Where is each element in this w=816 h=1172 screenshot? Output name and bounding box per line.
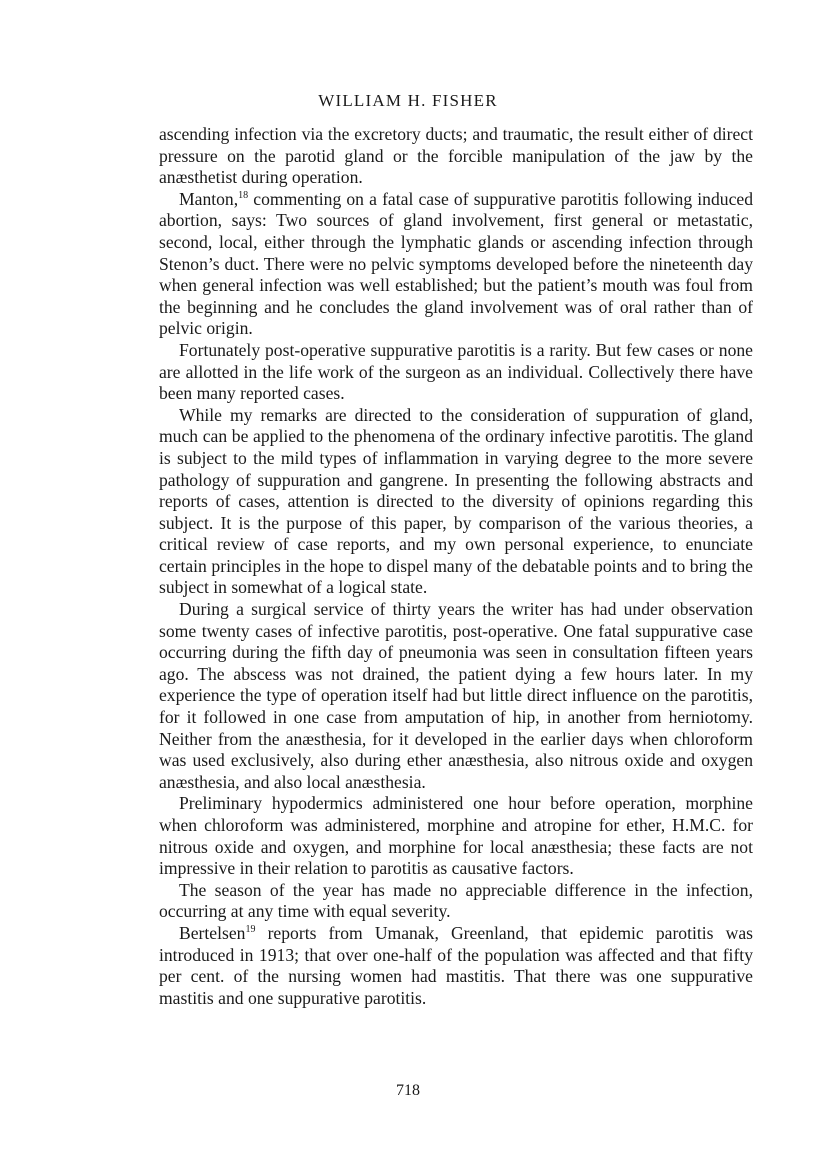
- reference-superscript: 19: [245, 924, 256, 936]
- reference-superscript: 18: [238, 189, 249, 201]
- paragraph-text: reports from Umanak, Greenland, that epidemic parotitis was introduced in 1913; that over one-half of the population was affected and that fifty per cent. of the nursing women had mastitis. That there was one suppurative mastitis and one suppurative parotitis.: [159, 922, 753, 1008]
- author-name: Bertelsen: [179, 922, 246, 943]
- paragraph-manton: [159, 189, 753, 340]
- paragraph-bertelsen: [159, 923, 753, 1009]
- article-body: [159, 124, 753, 1009]
- page-number: 718: [396, 1082, 420, 1099]
- running-head: WILLIAM H. FISHER: [318, 91, 498, 110]
- paragraph-rarity: Fortunately post-operative suppurative parotitis is a rarity. But few cases or none are allotted in the life work of the surgeon as an individual. Collectively there have been many reported cases.: [159, 339, 753, 404]
- paragraph-season: The season of the year has made no appreciable difference in the infection, occurring at any time with equal severity.: [159, 879, 753, 922]
- paragraph-hypodermics: Preliminary hypodermics administered one hour before operation, morphine when chloroform was administered, morphine and atropine for ether, H.M.C. for nitrous oxide and oxygen, and morphine for local anæsthesia; these facts are not impressive in their relation to parotitis as causative factors.: [159, 793, 753, 879]
- paragraph-remarks: While my remarks are directed to the consideration of suppuration of gland, much can be applied to the phenomena of the ordinary infective parotitis. The gland is subject to the mild types of inflammation in varying degree to the more severe pathology of suppuration and gangrene. In presenting the following abstracts and reports of cases, attention is directed to the diversity of opinions regarding this subject. It is the purpose of this paper, by comparison of the various theories, a critical review of case reports, and my own personal experience, to enunciate certain principles in the hope to dispel many of the debatable points and to bring the subject in somewhat of a logical state.: [159, 404, 753, 598]
- paragraph-experience: During a surgical service of thirty years the writer has had under observation some twenty cases of infective parotitis, post-operative. One fatal suppurative case occurring during the fifth day of pneumonia was seen in consultation fifteen years ago. The abscess was not drained, the patient dying a few hours later. In my experience the type of operation itself had but little direct influence on the parotitis, for it followed in one case from amputation of hip, in another from herniotomy. Neither from the anæsthesia, for it developed in the earlier days when chloroform was used exclusively, also during ether anæsthesia, also nitrous oxide and oxygen anæsthesia, and also local anæsthesia.: [159, 599, 753, 792]
- paragraph-text: commenting on a fatal case of suppurative parotitis following induced abortion, says: Two sources of gland involvement, first general or metastatic, second, local, either through the lymphatic glands or ascending infection through Stenon’s duct. There were no pelvic symptoms developed before the nineteenth day when general infection was well established; but the patient’s mouth was foul from the beginning and he concludes the gland involvement was of oral rather than of pelvic origin.: [159, 188, 753, 339]
- author-name: Manton,: [179, 188, 239, 209]
- paragraph-continued: ascending infection via the excretory ducts; and traumatic, the result either of direct pressure on the parotid gland or the forcible manipulation of the jaw by the anæsthetist during operation.: [159, 124, 753, 188]
